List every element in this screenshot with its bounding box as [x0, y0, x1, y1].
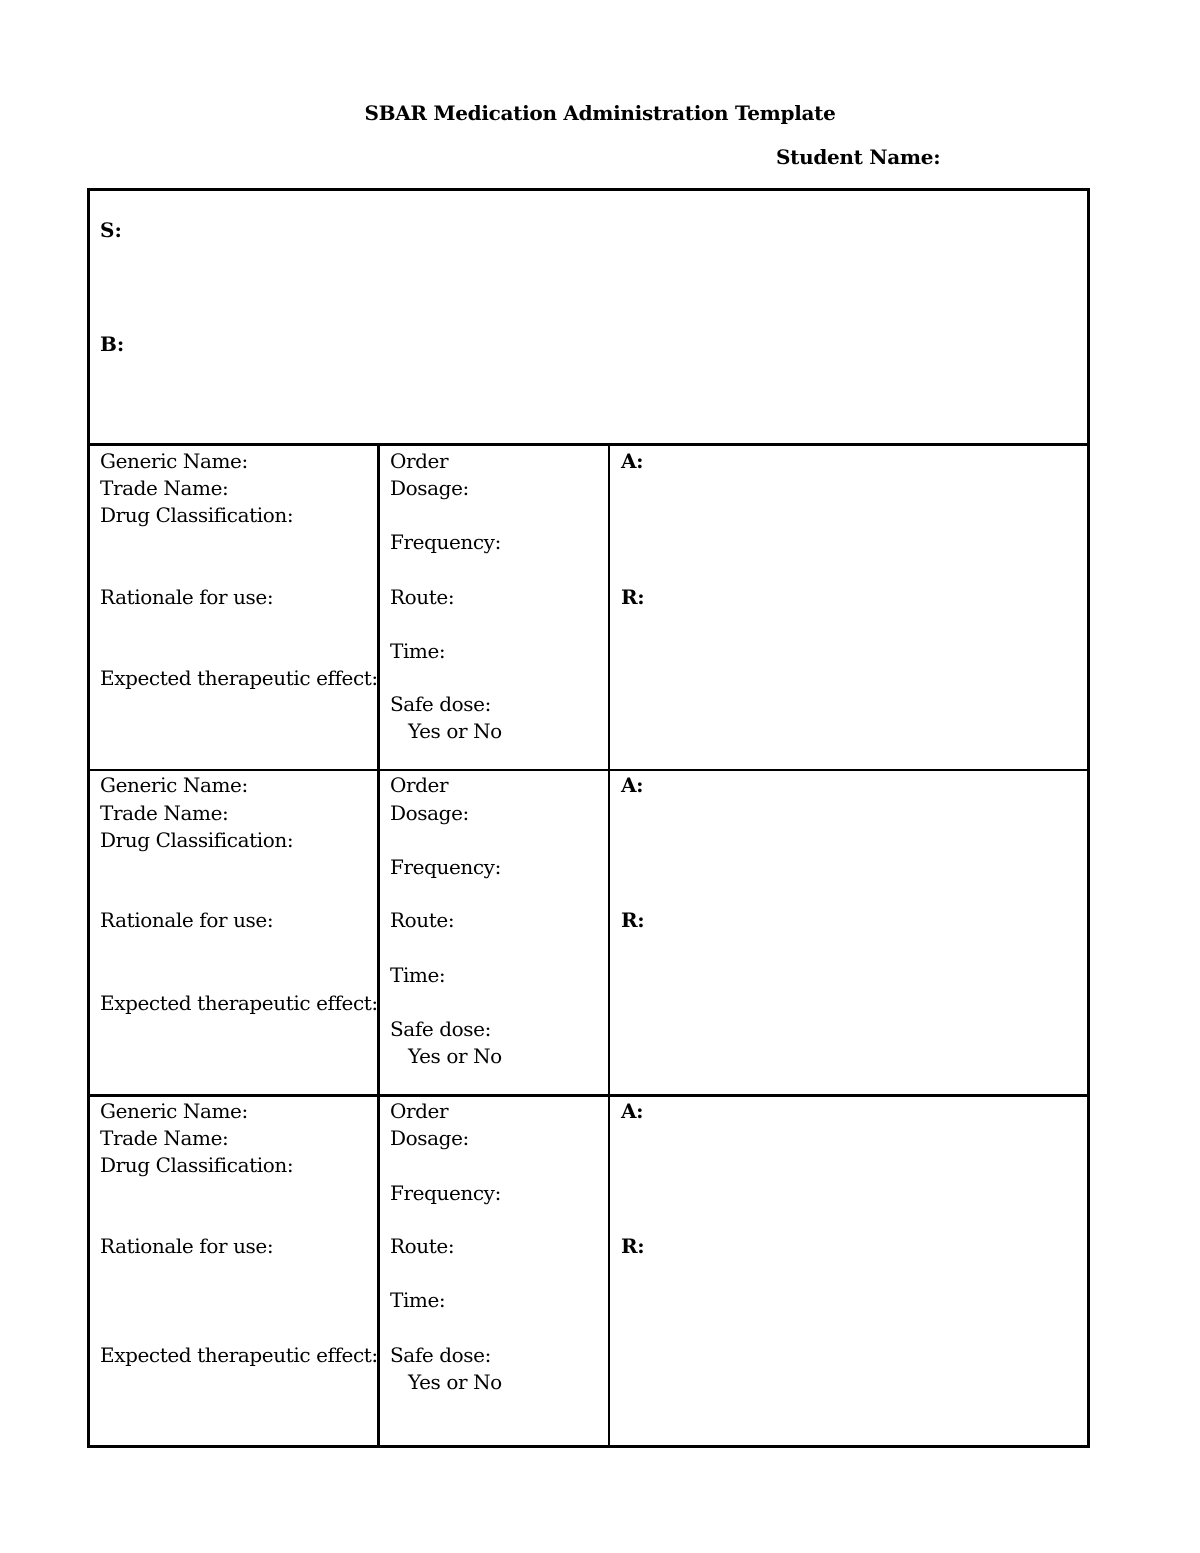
safe-dose-label: Safe dose: [390, 692, 491, 716]
drug-info-column [90, 1097, 380, 1445]
recommendation-label: R: [621, 908, 645, 932]
drug-info-column [90, 771, 380, 1094]
trade-name-label: Trade Name: [100, 801, 229, 825]
drug-classification-label: Drug Classification: [100, 1153, 294, 1177]
expected-effect-label: Expected therapeutic effect: [100, 1343, 378, 1367]
yes-or-no-label: Yes or No [408, 1044, 502, 1068]
expected-effect-label: Expected therapeutic effect: [100, 991, 378, 1015]
sbar-form-table [87, 188, 1090, 1448]
dosage-label: Dosage: [390, 476, 469, 500]
generic-name-label: Generic Name: [100, 449, 248, 473]
page-title: SBAR Medication Administration Template [364, 101, 836, 125]
order-column [380, 446, 610, 769]
expected-effect-label: Expected therapeutic effect: [100, 666, 378, 690]
assessment-recommendation-column [610, 1097, 1087, 1445]
time-label: Time: [390, 639, 446, 663]
order-label: Order [390, 449, 449, 473]
trade-name-label: Trade Name: [100, 1126, 229, 1150]
medication-row [90, 771, 1087, 1097]
frequency-label: Frequency: [390, 855, 501, 879]
assessment-label: A: [621, 449, 644, 473]
recommendation-label: R: [621, 585, 645, 609]
route-label: Route: [390, 585, 455, 609]
rationale-label: Rationale for use: [100, 1234, 274, 1258]
order-column [380, 771, 610, 1094]
yes-or-no-label: Yes or No [408, 719, 502, 743]
order-column [380, 1097, 610, 1445]
background-label: B: [100, 332, 125, 356]
situation-label: S: [100, 218, 122, 242]
assessment-recommendation-column [610, 446, 1087, 769]
recommendation-label: R: [621, 1234, 645, 1258]
frequency-label: Frequency: [390, 530, 501, 554]
order-label: Order [390, 1099, 449, 1123]
yes-or-no-label: Yes or No [408, 1370, 502, 1394]
medication-row [90, 1097, 1087, 1445]
student-name-label: Student Name: [776, 145, 941, 169]
route-label: Route: [390, 1234, 455, 1258]
drug-info-column [90, 446, 380, 769]
generic-name-label: Generic Name: [100, 1099, 248, 1123]
assessment-label: A: [621, 1099, 644, 1123]
time-label: Time: [390, 963, 446, 987]
dosage-label: Dosage: [390, 1126, 469, 1150]
assessment-label: A: [621, 773, 644, 797]
time-label: Time: [390, 1288, 446, 1312]
trade-name-label: Trade Name: [100, 476, 229, 500]
generic-name-label: Generic Name: [100, 773, 248, 797]
medication-row [90, 446, 1087, 771]
dosage-label: Dosage: [390, 801, 469, 825]
frequency-label: Frequency: [390, 1181, 501, 1205]
order-label: Order [390, 773, 449, 797]
rationale-label: Rationale for use: [100, 585, 274, 609]
route-label: Route: [390, 908, 455, 932]
safe-dose-label: Safe dose: [390, 1343, 491, 1367]
assessment-recommendation-column [610, 771, 1087, 1094]
safe-dose-label: Safe dose: [390, 1017, 491, 1041]
drug-classification-label: Drug Classification: [100, 828, 294, 852]
drug-classification-label: Drug Classification: [100, 503, 294, 527]
rationale-label: Rationale for use: [100, 908, 274, 932]
situation-background-section [90, 191, 1087, 446]
